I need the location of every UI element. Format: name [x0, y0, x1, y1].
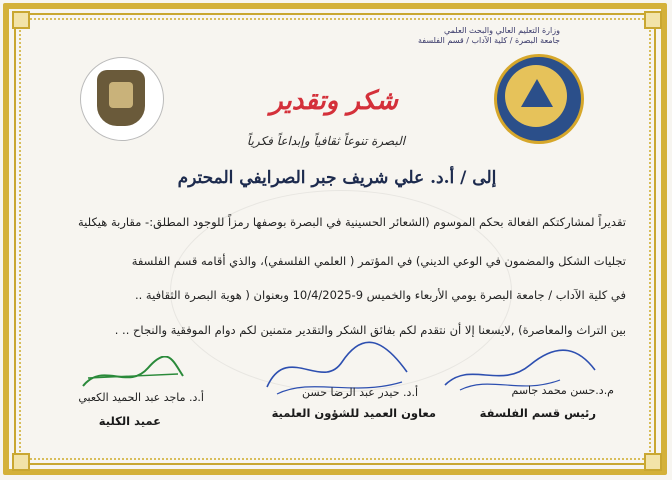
body-line: تقديراً لمشاركتكم الفعالة بحكم الموسوم (الشعائر الحسينية في البصرة بوصفها رمزاً للوجود المطلق:- مقاربة هيكلية — [78, 215, 626, 229]
emblem-center — [109, 82, 133, 108]
signature-scribble-dean — [78, 356, 188, 396]
signature-role: رئيس قسم الفلسفة — [479, 406, 596, 420]
frame-corner — [644, 453, 662, 471]
frame-corner — [12, 11, 30, 29]
ministry-line: وزارة التعليم العالي والبحث العلمي — [444, 26, 560, 35]
frame-corner — [12, 453, 30, 471]
body-line: في كلية الآداب / جامعة البصرة يومي الأربعاء والخميس 9-10/4/2025 وبعنوان ( هوية البصرة الثقافية .. — [134, 288, 626, 302]
certificate-title: شكر وتقدير — [270, 86, 398, 116]
signature-name: أ.د. حيدر عبد الرضا حسن — [302, 386, 418, 399]
signature-name: أ.د. ماجد عبد الحميد الكعبي — [78, 391, 204, 404]
signature-role: معاون العميد للشؤون العلمية — [271, 406, 436, 420]
department-seal-icon — [494, 54, 584, 144]
ministry-header — [418, 26, 560, 46]
body-line: تجليات الشكل والمضمون في الوعي الديني) في المؤتمر ( العلمي الفلسفي)، والذي أقامه قسم الفلسفة — [131, 254, 626, 268]
certificate-subtitle: البصرة تنوعاً ثقافياً وإبداعاً فكرياً — [246, 134, 406, 148]
university-seal-icon — [80, 57, 164, 141]
ministry-line: جامعة البصرة / كلية الآداب / قسم الفلسفة — [418, 36, 560, 45]
seal-triangle — [521, 79, 553, 107]
frame-corner — [644, 11, 662, 29]
recipient-name: إلى / أ.د. علي شريف جبر الصرايفي المحترم — [177, 168, 497, 188]
signature-role: عميد الكلية — [98, 414, 161, 428]
body-line: بين التراث والمعاصرة) ,لايسعنا إلا أن نتقدم لكم بفائق الشكر والتقدير متمنين لكم دوام الموفقية والنجاح .. . — [114, 323, 626, 337]
signature-name: م.د.حسن محمد جاسم — [511, 384, 614, 397]
